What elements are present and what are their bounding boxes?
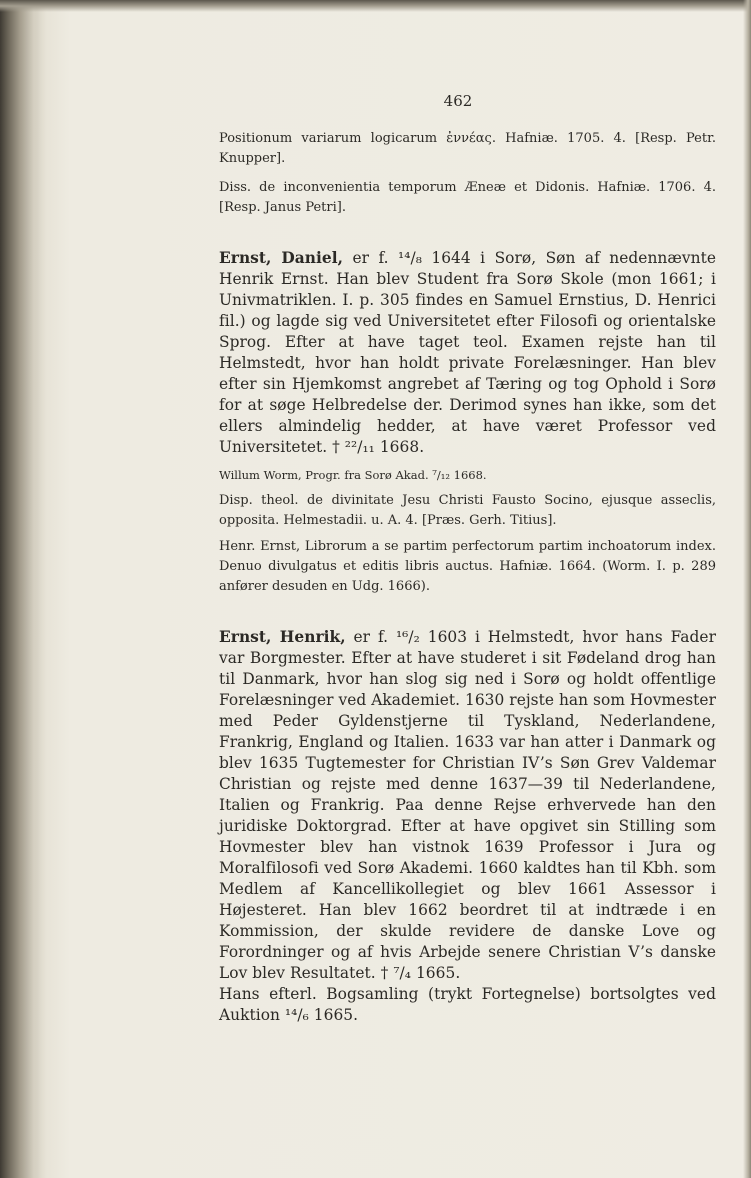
reference-disp-theol: Disp. theol. de divinitate Jesu Christi Fausto Socino, ejusque asseclis, opposita. Helmestadii. u. A. 4. [Præs. Gerh. Titius]. bbox=[219, 493, 716, 528]
book-binding-shadow bbox=[0, 0, 40, 1178]
entry-name-daniel: Ernst, Daniel, bbox=[219, 249, 344, 267]
reference-diss: Diss. de inconvenientia temporum Æneæ et Didonis. Hafniæ. 1706. 4. [Resp. Janus Petri]. bbox=[219, 180, 716, 215]
entry-text-henrik: er f. ¹⁶/₂ 1603 i Helmstedt, hvor hans Fader var Borgmester. Efter at have studeret i sit Fødeland drog han til Danmark, hvor han slog sig ned i Sorø og holdt offentlige Forelæsninger ved Akademiet. 1630 rejste han som Hovmester med Peder Gyldenstjerne til Tyskland, Nederlandene, Frankrig, England og Italien. 1633 var han atter i Danmark og blev 1635 Tugtemester for Christian IV’s Søn Grev Valdemar Christian og rejste med denne 1637—39 til Nederlandene, Italien og Frankrig. Paa denne Rejse erhvervede han den juridiske Doktorgrad. Efter at have opgivet sin Stilling som Hovmester blev han vistnok 1639 Professor i Jura og Moralfilosofi ved Sorø Akademi. 1660 kaldtes han til Kbh. som Medlem af Kancellikollegiet og blev 1661 Assessor i Højesteret. Han blev 1662 beordret til at indtræde i en Kommission, der skulde revidere de danske Love og Forordninger og af hvis Arbejde senere Christian V’s danske Lov blev Resultatet. † ⁷/₄ 1665. bbox=[219, 628, 716, 982]
entry-name-henrik: Ernst, Henrik, bbox=[219, 628, 346, 646]
entry-henrik-addendum: Hans efterl. Bogsamling (trykt Fortegnelse) bortsolgtes ved Auktion ¹⁴/₆ 1665. bbox=[219, 985, 716, 1024]
entry-ernst-henrik bbox=[200, 627, 716, 984]
page-top-edge bbox=[0, 0, 751, 12]
entry-ernst-daniel bbox=[200, 248, 716, 458]
entry-text-daniel: er f. ¹⁴/₈ 1644 i Sorø, Søn af nedennævnte Henrik Ernst. Han blev Student fra Sorø Skole (mon 1661; i Univmatriklen. I. p. 305 findes en Samuel Ernstius, D. Henrici fil.) og lagde sig ved Universitetet efter Filosofi og orientalske Sprog. Efter at have taget teol. Examen rejste han til Helmstedt, hvor han holdt private Forelæsninger. Han blev efter sin Hjemkomst angrebet af Tæring og tog Ophold i Sorø for at søge Helbredelse der. Derimod synes han ikke, som det ellers almindelig hedder, at have været Professor ved Universitetet. † ²²/₁₁ 1668. bbox=[219, 249, 716, 456]
page-content bbox=[200, 92, 716, 1026]
reference-henr-ernst: Henr. Ernst, Librorum a se partim perfectorum partim inchoatorum index. Denuo divulgatus et editis libris auctus. Hafniæ. 1664. (Worm. I. p. 289 anfører desuden en Udg. 1666). bbox=[219, 539, 716, 594]
page-number: 462 bbox=[443, 92, 473, 110]
source-worm: Willum Worm, Progr. fra Sorø Akad. ⁷/₁₂ 1668. bbox=[219, 468, 487, 482]
reference-positionum: Positionum variarum logicarum ἐννέας. Hafniæ. 1705. 4. [Resp. Petr. Knupper]. bbox=[219, 131, 716, 166]
page-right-edge bbox=[743, 0, 751, 1178]
